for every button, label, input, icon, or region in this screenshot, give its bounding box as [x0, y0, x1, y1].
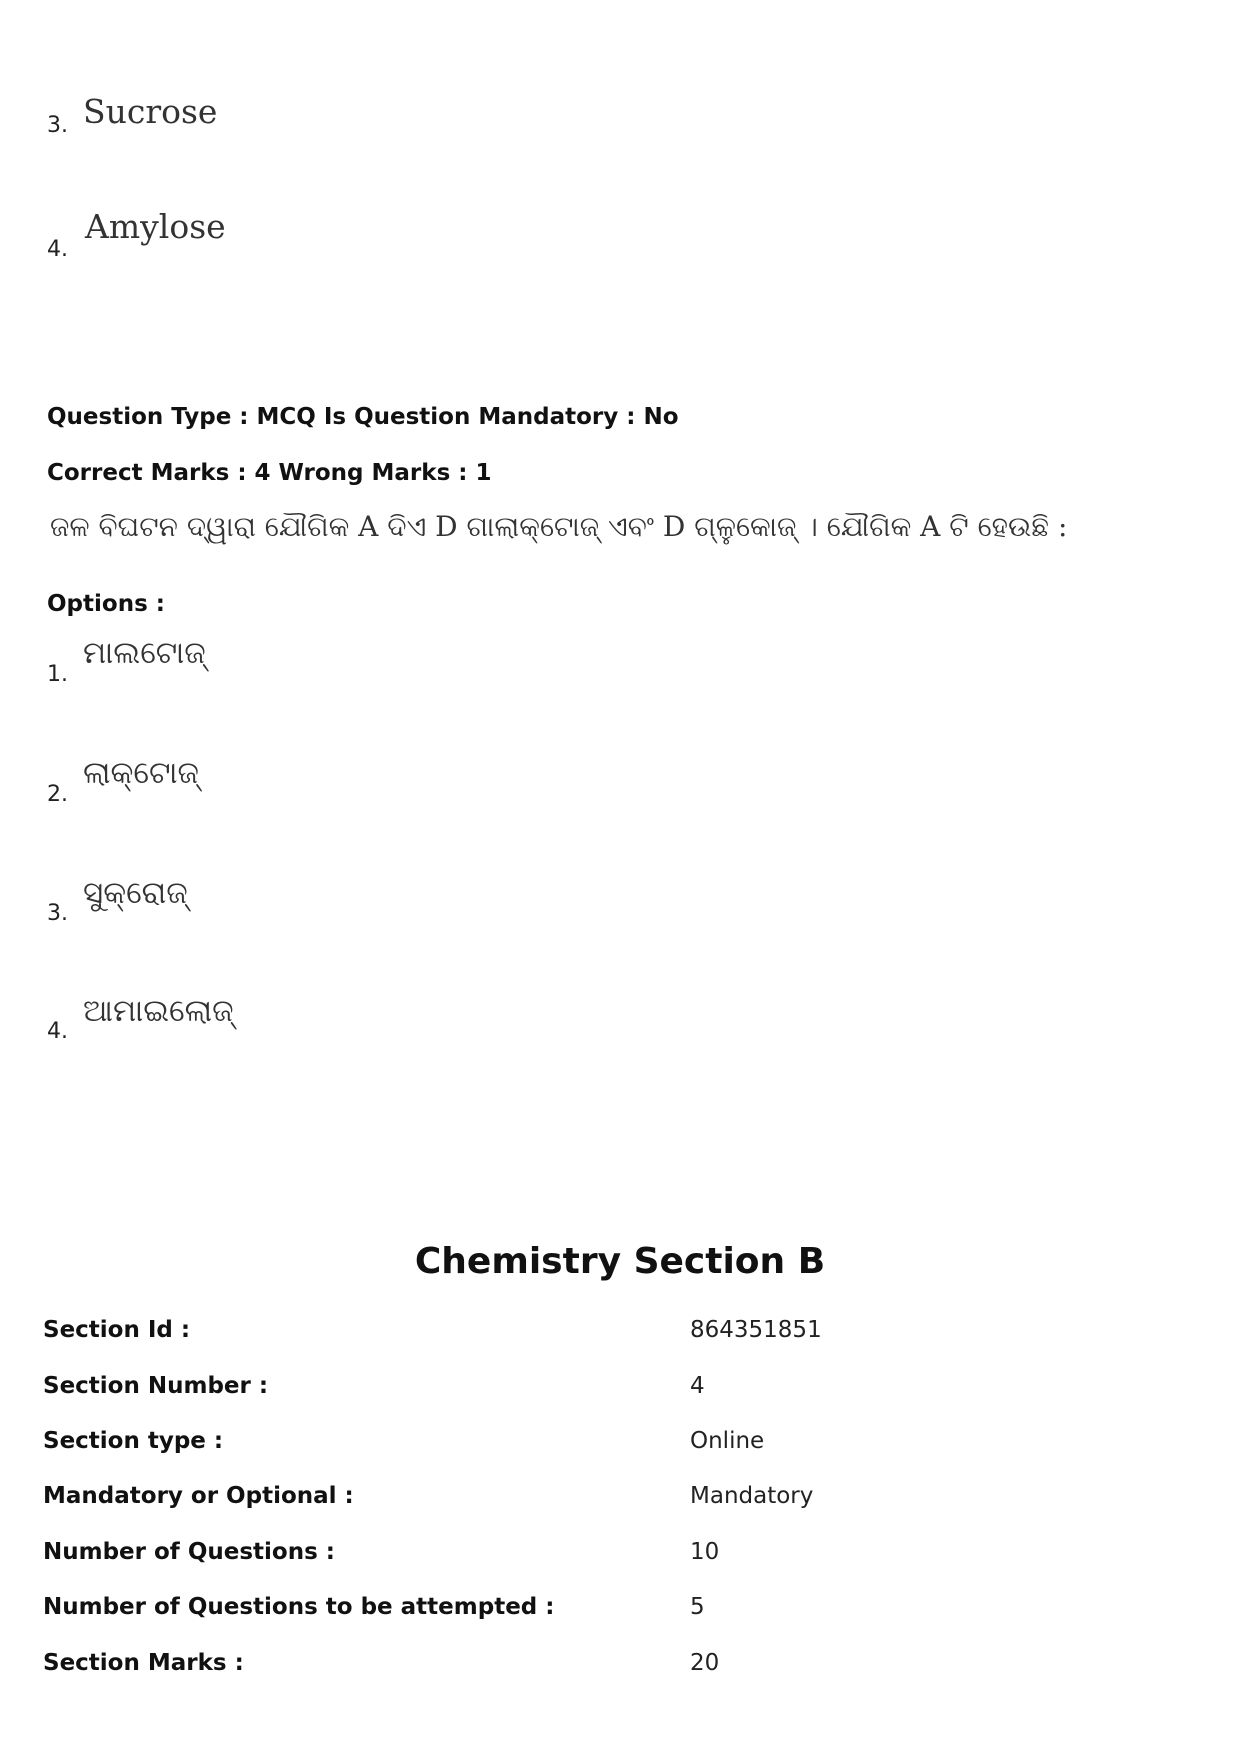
option-text: Amylose: [85, 207, 226, 246]
option-text: Sucrose: [83, 92, 218, 131]
section-row-label: Section type :: [43, 1428, 224, 1454]
section-row-label: Mandatory or Optional :: [43, 1483, 354, 1509]
option-number: 2.: [47, 782, 68, 807]
question-text: ଜଳ ବିଘଟନ ଦ୍ୱାରା ଯୌଗିକ A ଦିଏ D ଗାଲାକ୍ଟୋଜ୍ ଏବଂ D ଗ୍ଳୁକୋଜ୍ । ଯୌଗିକ A ଟି ହେଉଛି :: [50, 510, 1068, 543]
section-row-value: 10: [690, 1539, 720, 1565]
option-number: 3.: [47, 901, 68, 926]
section-row-value: 4: [690, 1373, 705, 1399]
option-number: 1.: [47, 662, 68, 687]
option-number: 4.: [47, 237, 68, 262]
option-text: ସୁକ୍ରୋଜ୍: [83, 875, 188, 911]
section-row-label: Section Id :: [43, 1317, 191, 1343]
option-number: 3.: [47, 113, 68, 138]
section-row-value: 5: [690, 1594, 705, 1620]
section-row-label: Number of Questions :: [43, 1539, 335, 1565]
option-text: ଆମାଇଲୋଜ୍: [83, 993, 234, 1029]
option-text: ମାଲଟୋଜ୍: [83, 635, 206, 671]
section-row-value: Online: [690, 1428, 765, 1454]
section-title: Chemistry Section B: [414, 1241, 826, 1282]
option-text: ଲାକ୍ଟୋଜ୍: [83, 755, 199, 791]
question-marks-line: Correct Marks : 4 Wrong Marks : 1: [47, 460, 492, 486]
section-row-value: Mandatory: [690, 1483, 814, 1509]
section-row-label: Number of Questions to be attempted :: [43, 1594, 555, 1620]
section-row-value: 20: [690, 1650, 720, 1676]
section-row-value: 864351851: [690, 1317, 822, 1343]
section-row-label: Section Number :: [43, 1373, 269, 1399]
question-type-line: Question Type : MCQ Is Question Mandatory : No: [47, 404, 679, 430]
options-label: Options :: [47, 591, 165, 617]
option-number: 4.: [47, 1019, 68, 1044]
section-row-label: Section Marks :: [43, 1650, 244, 1676]
